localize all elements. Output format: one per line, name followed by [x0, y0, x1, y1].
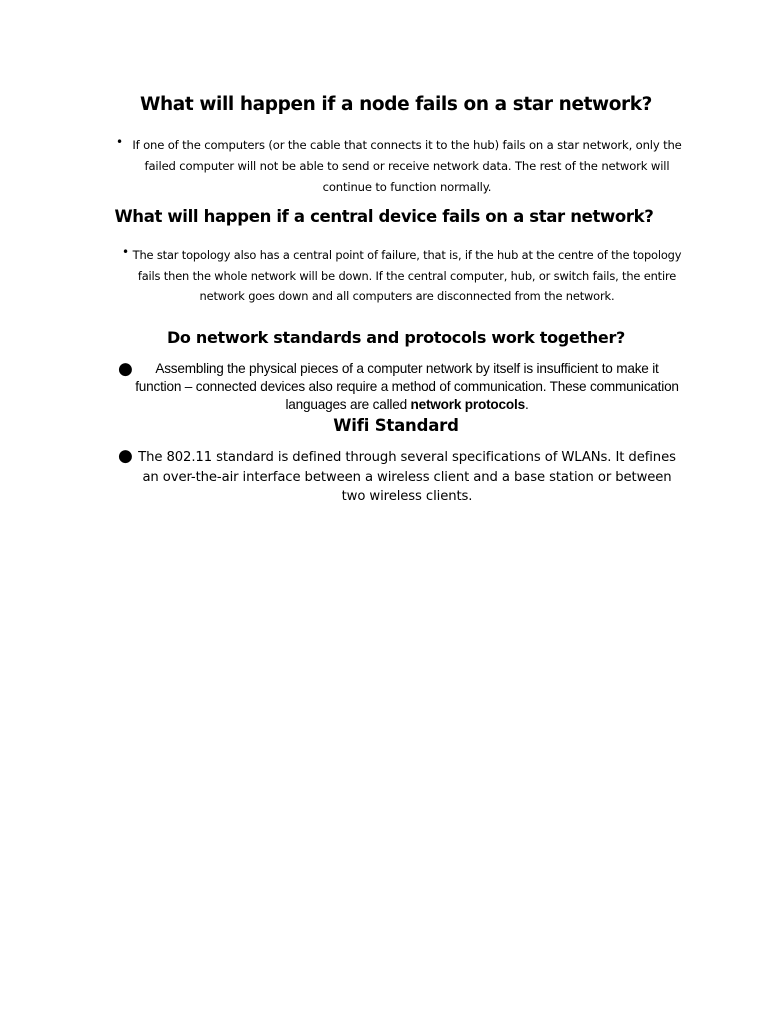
bullet-marker: ● — [118, 446, 133, 466]
paragraph-standards-protocols — [132, 360, 682, 414]
heading-central-device-failure: What will happen if a central device fails on a star network? — [114, 207, 654, 226]
paragraph-wifi-standard: The 802.11 standard is defined through several specifications of WLANs. It defines an over-the-air interface between a wireless client and a base station or between two wireless clients. — [138, 450, 676, 504]
heading-wifi-standard: Wifi Standard — [333, 416, 459, 435]
bullet-marker: • — [116, 135, 124, 149]
bold-term-network-protocols: network protocols — [410, 397, 525, 412]
paragraph-node-failure: If one of the computers (or the cable that connects it to the hub) fails on a star network, only the failed computer will not be able to send or receive network data. The rest of the network will continue to function normally. — [132, 138, 682, 194]
paragraph-text: Assembling the physical pieces of a computer network by itself is insufficient to make it function – connected devices also require a method of communication. These communication languages are called — [135, 361, 679, 412]
heading-node-failure: What will happen if a node fails on a star network? — [140, 94, 652, 115]
bullet-marker: • — [122, 245, 130, 259]
paragraph-text-end: . — [524, 397, 529, 412]
paragraph-central-device-failure: The star topology also has a central point of failure, that is, if the hub at the centre of the topology fails then the whole network will be down. If the central computer, hub, or switch fails, the entire network goes down and all computers are disconnected from the network. — [132, 248, 682, 303]
heading-standards-protocols: Do network standards and protocols work together? — [166, 328, 626, 347]
bullet-marker: ● — [118, 359, 133, 379]
